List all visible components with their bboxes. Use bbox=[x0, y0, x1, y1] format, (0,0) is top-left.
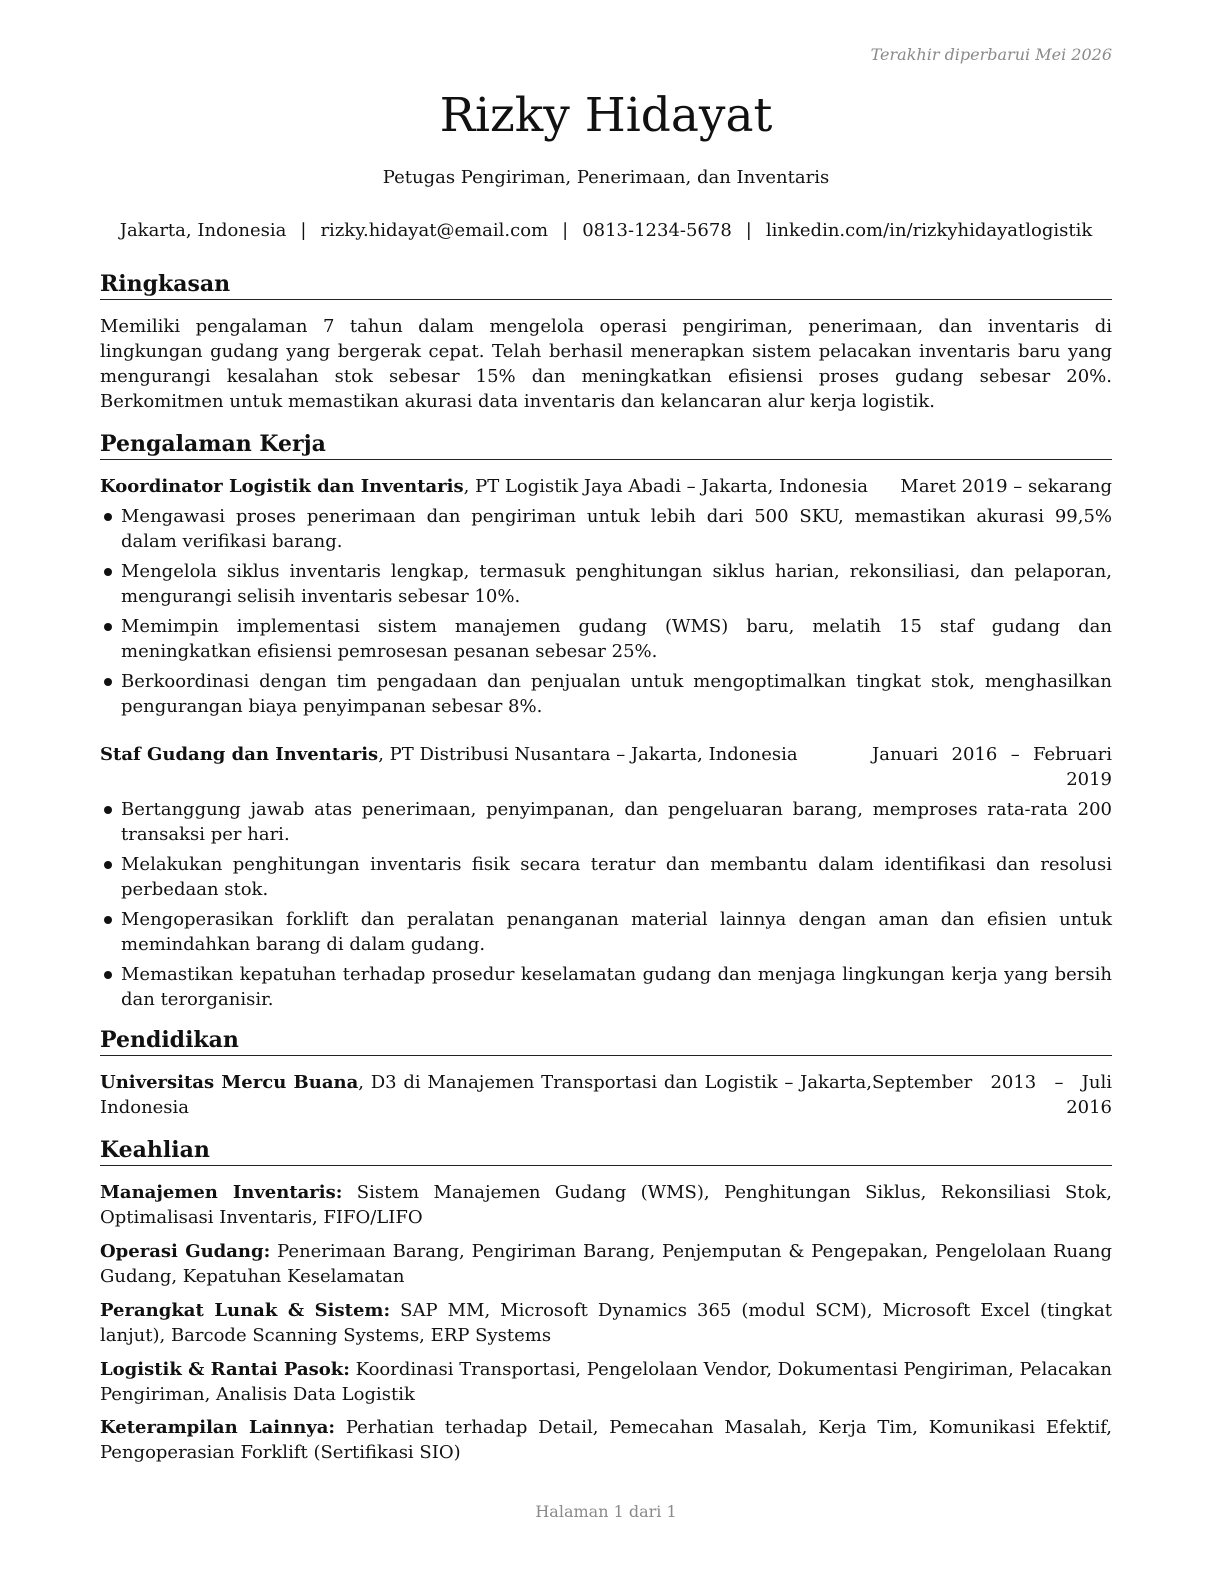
contact-line bbox=[100, 220, 1112, 241]
contact-email[interactable]: rizky.hidayat@email.com bbox=[320, 220, 549, 241]
skill-text: Perhatian terhadap Detail, Pemecahan Masalah, Kerja Tim, Komunikasi Efektif, Pengoperasian Forklift (Sertifikasi SIO) bbox=[100, 1417, 1113, 1463]
education-dates: September 2013 – Juli 2016 bbox=[872, 1072, 1112, 1118]
skill-label: Operasi Gudang: bbox=[100, 1241, 271, 1262]
education-entry bbox=[100, 1070, 1112, 1120]
contact-separator: | bbox=[745, 220, 752, 241]
education-detail-wrap bbox=[100, 1070, 872, 1120]
skill-label: Logistik & Rantai Pasok: bbox=[100, 1359, 350, 1380]
section-heading-experience: Pengalaman Kerja bbox=[100, 430, 1112, 460]
job-bullet: Bertanggung jawab atas penerimaan, penyimpanan, dan pengeluaran barang, memproses rata-rata 200 transaksi per hari. bbox=[100, 797, 1112, 847]
skill-text: Penerimaan Barang, Pengiriman Barang, Penjemputan & Pengepakan, Pengelolaan Ruang Gudang, Kepatuhan Keselamatan bbox=[100, 1241, 1112, 1287]
job-company: , PT Distribusi Nusantara – Jakarta, Indonesia bbox=[378, 744, 798, 765]
job-bullet: Memastikan kepatuhan terhadap prosedur keselamatan gudang dan menjaga lingkungan kerja yang bersih dan terorganisir. bbox=[100, 962, 1112, 1012]
skill-label: Keterampilan Lainnya: bbox=[100, 1417, 336, 1438]
job-title: Staf Gudang dan Inventaris bbox=[100, 744, 379, 765]
job-dates: Maret 2019 – sekarang bbox=[900, 476, 1112, 497]
resume-page bbox=[100, 0, 1112, 1584]
skill-row bbox=[100, 1239, 1112, 1289]
candidate-role: Petugas Pengiriman, Penerimaan, dan Inventaris bbox=[382, 167, 830, 188]
contact-separator: | bbox=[300, 220, 307, 241]
contact-separator: | bbox=[562, 220, 569, 241]
skill-text: SAP MM, Microsoft Dynamics 365 (modul SCM), Microsoft Excel (tingkat lanjut), Barcode Scanning Systems, ERP Systems bbox=[100, 1300, 1113, 1346]
job-bullet: Mengelola siklus inventaris lengkap, termasuk penghitungan siklus harian, rekonsiliasi, dan pelaporan, mengurangi selisih inventaris sebesar 10%. bbox=[100, 559, 1112, 609]
contact-phone: 0813-1234-5678 bbox=[582, 220, 732, 241]
contact-location: Jakarta, Indonesia bbox=[119, 220, 287, 241]
education-detail: , D3 di Manajemen Transportasi dan Logistik – Jakarta, Indonesia bbox=[100, 1072, 872, 1118]
job-bullet: Melakukan penghitungan inventaris fisik secara teratur dan membantu dalam identifikasi dan resolusi perbedaan stok. bbox=[100, 852, 1112, 902]
page-number: Halaman 1 dari 1 bbox=[535, 1502, 677, 1521]
section-heading-education: Pendidikan bbox=[100, 1026, 1112, 1056]
job-bullet: Mengoperasikan forklift dan peralatan penanganan material lainnya dengan aman dan efisien untuk memindahkan barang di dalam gudang. bbox=[100, 907, 1112, 957]
contact-linkedin[interactable]: linkedin.com/in/rizkyhidayatlogistik bbox=[765, 220, 1093, 241]
skill-row bbox=[100, 1298, 1112, 1348]
last-updated-note: Terakhir diperbarui Mei 2026 bbox=[870, 45, 1112, 64]
job-company: , PT Logistik Jaya Abadi – Jakarta, Indonesia bbox=[463, 476, 869, 497]
job-title: Koordinator Logistik dan Inventaris bbox=[100, 476, 464, 497]
skill-text: Koordinasi Transportasi, Pengelolaan Vendor, Dokumentasi Pengiriman, Pelacakan Pengiriman, Analisis Data Logistik bbox=[100, 1359, 1112, 1405]
job-header bbox=[100, 742, 1112, 790]
skill-row bbox=[100, 1415, 1112, 1465]
skill-label: Manajemen Inventaris: bbox=[100, 1182, 343, 1203]
job-bullet: Mengawasi proses penerimaan dan pengiriman untuk lebih dari 500 SKU, memastikan akurasi 99,5% dalam verifikasi barang. bbox=[100, 504, 1112, 554]
candidate-name: Rizky Hidayat bbox=[439, 88, 773, 143]
skill-label: Perangkat Lunak & Sistem: bbox=[100, 1300, 391, 1321]
skill-row bbox=[100, 1180, 1112, 1230]
education-school: Universitas Mercu Buana bbox=[100, 1072, 359, 1093]
section-heading-skills: Keahlian bbox=[100, 1136, 1112, 1166]
job-bullet: Berkoordinasi dengan tim pengadaan dan penjualan untuk mengoptimalkan tingkat stok, menghasilkan pengurangan biaya penyimpanan sebesar 8%. bbox=[100, 669, 1112, 719]
skill-row bbox=[100, 1357, 1112, 1407]
job-header bbox=[100, 474, 1112, 499]
job-bullet: Memimpin implementasi sistem manajemen gudang (WMS) baru, melatih 15 staf gudang dan meningkatkan efisiensi pemrosesan pesanan sebesar 25%. bbox=[100, 614, 1112, 664]
job-bullets bbox=[100, 797, 1112, 1017]
summary-text: Memiliki pengalaman 7 tahun dalam mengelola operasi pengiriman, penerimaan, dan inventaris di lingkungan gudang yang bergerak cepat. Telah berhasil menerapkan sistem pelacakan inventaris baru yang mengurangi kesalahan stok sebesar 15% dan meningkatkan efisiensi proses gudang sebesar 20%. Berkomitmen untuk memastikan akurasi data inventaris dan kelancaran alur kerja logistik. bbox=[100, 316, 1112, 412]
skill-text: Sistem Manajemen Gudang (WMS), Penghitungan Siklus, Rekonsiliasi Stok, Optimalisasi Inventaris, FIFO/LIFO bbox=[100, 1182, 1112, 1228]
job-bullets bbox=[100, 504, 1112, 724]
section-heading-summary: Ringkasan bbox=[100, 270, 1112, 300]
job-dates: Januari 2016 – Februari 2019 bbox=[872, 744, 1112, 790]
